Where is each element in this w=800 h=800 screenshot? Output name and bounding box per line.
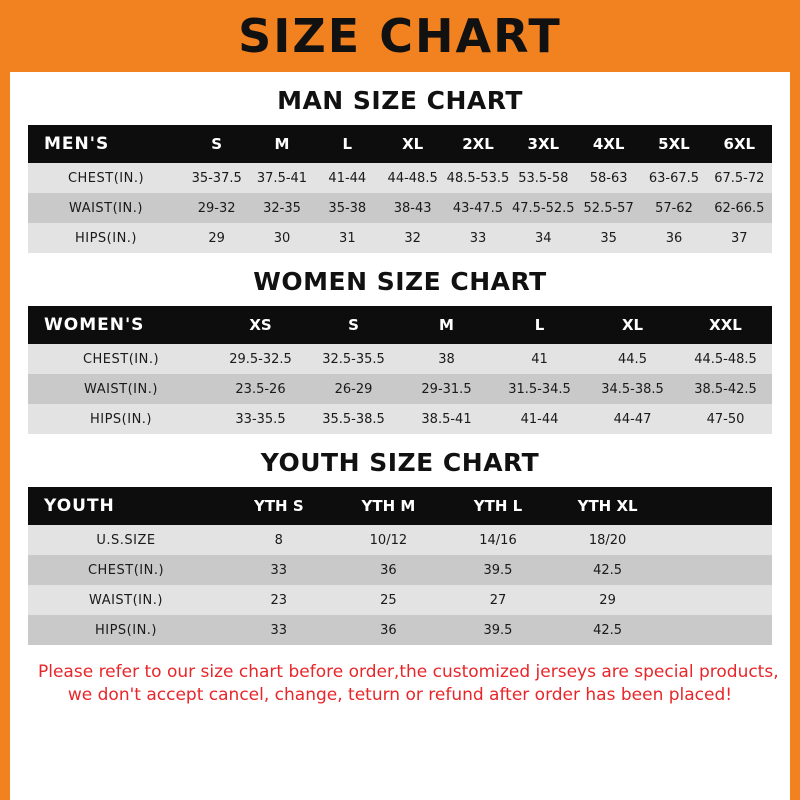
- table-cell-spacer: [662, 555, 772, 585]
- table-cell: 29-31.5: [400, 374, 493, 404]
- table-row: [28, 374, 772, 404]
- table-cell: 27: [443, 585, 553, 615]
- youth-size-table: [28, 487, 772, 645]
- table-cell: 35.5-38.5: [307, 404, 400, 434]
- table-cell: 63-67.5: [641, 163, 706, 193]
- table-header-row: [28, 306, 772, 344]
- table-cell: 48.5-53.5: [445, 163, 510, 193]
- table-row: [28, 193, 772, 223]
- column-header-row-label: MEN'S: [28, 125, 184, 163]
- table-cell: 35-37.5: [184, 163, 249, 193]
- column-header: M: [249, 125, 314, 163]
- section-women-size-chart: [28, 267, 772, 434]
- table-cell: 42.5: [553, 555, 663, 585]
- table-cell: 62-66.5: [707, 193, 772, 223]
- table-cell: 26-29: [307, 374, 400, 404]
- section-man-size-chart: [28, 86, 772, 253]
- column-header: XL: [586, 306, 679, 344]
- table-cell: 44.5: [586, 344, 679, 374]
- column-header: M: [400, 306, 493, 344]
- table-cell: 36: [334, 555, 444, 585]
- column-header: 2XL: [445, 125, 510, 163]
- column-header-spacer: [662, 487, 772, 525]
- row-label: HIPS(IN.): [28, 615, 224, 645]
- man-table-head: [28, 125, 772, 163]
- order-notice: [28, 661, 779, 707]
- table-cell: 32-35: [249, 193, 314, 223]
- table-cell: 23: [224, 585, 334, 615]
- table-cell: 35: [576, 223, 641, 253]
- table-cell: 34.5-38.5: [586, 374, 679, 404]
- column-header: 6XL: [707, 125, 772, 163]
- man-table-body: [28, 163, 772, 253]
- table-cell: 47.5-52.5: [511, 193, 576, 223]
- section-title-women: WOMEN SIZE CHART: [253, 267, 547, 296]
- table-cell: 52.5-57: [576, 193, 641, 223]
- table-cell: 39.5: [443, 615, 553, 645]
- table-cell: 25: [334, 585, 444, 615]
- column-header: 5XL: [641, 125, 706, 163]
- table-row: [28, 615, 772, 645]
- content-area: [10, 86, 790, 707]
- table-cell-spacer: [662, 585, 772, 615]
- row-label: CHEST(IN.): [28, 344, 214, 374]
- table-header-row: [28, 487, 772, 525]
- table-cell: 30: [249, 223, 314, 253]
- table-cell: 53.5-58: [511, 163, 576, 193]
- table-cell-spacer: [662, 525, 772, 555]
- table-row: [28, 223, 772, 253]
- table-row: [28, 344, 772, 374]
- table-cell: 35-38: [315, 193, 380, 223]
- column-header: YTH S: [224, 487, 334, 525]
- table-cell: 38.5-42.5: [679, 374, 772, 404]
- table-cell: 37: [707, 223, 772, 253]
- row-label: CHEST(IN.): [28, 163, 184, 193]
- table-cell: 57-62: [641, 193, 706, 223]
- table-cell: 38-43: [380, 193, 445, 223]
- table-cell-spacer: [662, 615, 772, 645]
- column-header: XL: [380, 125, 445, 163]
- table-cell: 29: [553, 585, 663, 615]
- table-cell: 8: [224, 525, 334, 555]
- table-cell: 39.5: [443, 555, 553, 585]
- column-header: 4XL: [576, 125, 641, 163]
- table-cell: 33: [224, 615, 334, 645]
- table-cell: 36: [334, 615, 444, 645]
- women-table-body: [28, 344, 772, 434]
- column-header: 3XL: [511, 125, 576, 163]
- table-cell: 43-47.5: [445, 193, 510, 223]
- section-youth-size-chart: [28, 448, 772, 645]
- youth-table-body: [28, 525, 772, 645]
- table-cell: 23.5-26: [214, 374, 307, 404]
- row-label: HIPS(IN.): [28, 404, 214, 434]
- column-header-row-label: WOMEN'S: [28, 306, 214, 344]
- table-cell: 38: [400, 344, 493, 374]
- table-row: [28, 404, 772, 434]
- women-size-table: [28, 306, 772, 434]
- table-cell: 44-47: [586, 404, 679, 434]
- table-cell: 58-63: [576, 163, 641, 193]
- page-title: SIZE CHART: [238, 9, 562, 63]
- row-label: WAIST(IN.): [28, 585, 224, 615]
- table-cell: 31.5-34.5: [493, 374, 586, 404]
- table-cell: 36: [641, 223, 706, 253]
- table-row: [28, 525, 772, 555]
- notice-line-2: we don't accept cancel, change, teturn or refund after order has been placed!: [67, 684, 733, 705]
- table-cell: 41: [493, 344, 586, 374]
- column-header: L: [493, 306, 586, 344]
- column-header-row-label: YOUTH: [28, 487, 224, 525]
- table-cell: 31: [315, 223, 380, 253]
- table-cell: 34: [511, 223, 576, 253]
- row-label: WAIST(IN.): [28, 193, 184, 223]
- column-header: S: [307, 306, 400, 344]
- row-label: HIPS(IN.): [28, 223, 184, 253]
- table-cell: 41-44: [493, 404, 586, 434]
- table-cell: 32: [380, 223, 445, 253]
- youth-table-head: [28, 487, 772, 525]
- column-header: XXL: [679, 306, 772, 344]
- column-header: XS: [214, 306, 307, 344]
- table-cell: 33-35.5: [214, 404, 307, 434]
- table-row: [28, 585, 772, 615]
- table-cell: 41-44: [315, 163, 380, 193]
- women-table-head: [28, 306, 772, 344]
- table-cell: 67.5-72: [707, 163, 772, 193]
- table-cell: 37.5-41: [249, 163, 314, 193]
- row-label: CHEST(IN.): [28, 555, 224, 585]
- column-header: YTH M: [334, 487, 444, 525]
- column-header: L: [315, 125, 380, 163]
- section-title-man: MAN SIZE CHART: [277, 86, 523, 115]
- table-cell: 38.5-41: [400, 404, 493, 434]
- row-label: WAIST(IN.): [28, 374, 214, 404]
- table-cell: 47-50: [679, 404, 772, 434]
- header-banner: [0, 0, 800, 72]
- table-row: [28, 555, 772, 585]
- notice-line-1: Please refer to our size chart before order,the customized jerseys are special products,: [38, 662, 779, 682]
- row-label: U.S.SIZE: [28, 525, 224, 555]
- table-cell: 10/12: [334, 525, 444, 555]
- table-cell: 29.5-32.5: [214, 344, 307, 374]
- table-cell: 33: [224, 555, 334, 585]
- section-title-youth: YOUTH SIZE CHART: [260, 448, 540, 477]
- table-cell: 18/20: [553, 525, 663, 555]
- column-header: YTH L: [443, 487, 553, 525]
- table-cell: 32.5-35.5: [307, 344, 400, 374]
- table-row: [28, 163, 772, 193]
- table-cell: 14/16: [443, 525, 553, 555]
- column-header: S: [184, 125, 249, 163]
- table-cell: 44.5-48.5: [679, 344, 772, 374]
- table-cell: 42.5: [553, 615, 663, 645]
- column-header: YTH XL: [553, 487, 663, 525]
- table-cell: 29: [184, 223, 249, 253]
- table-header-row: [28, 125, 772, 163]
- table-cell: 29-32: [184, 193, 249, 223]
- man-size-table: [28, 125, 772, 253]
- table-cell: 44-48.5: [380, 163, 445, 193]
- table-cell: 33: [445, 223, 510, 253]
